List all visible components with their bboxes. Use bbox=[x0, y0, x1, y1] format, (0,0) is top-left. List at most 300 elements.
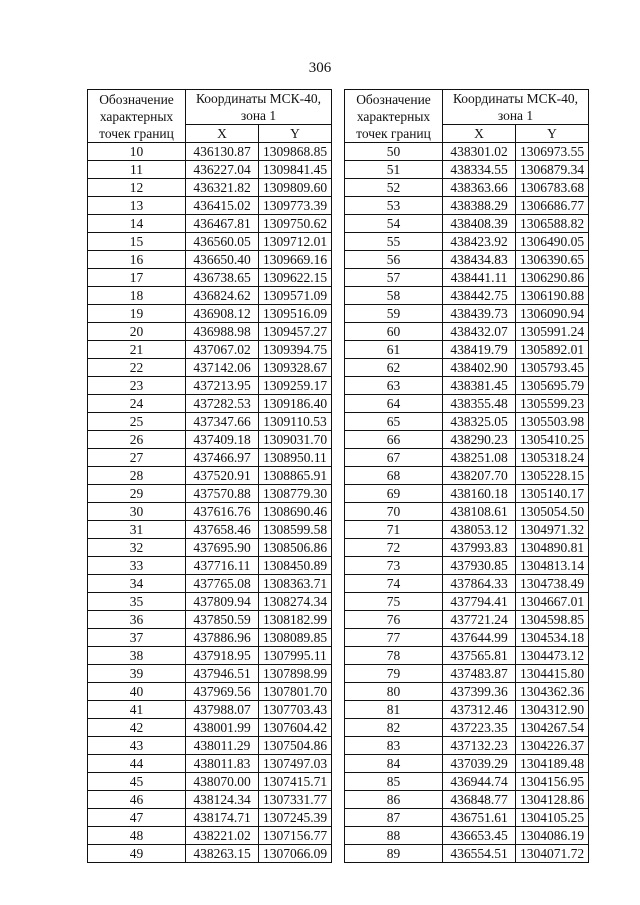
point-number-cell: 43 bbox=[88, 737, 186, 755]
point-number-cell: 82 bbox=[345, 719, 443, 737]
y-coordinate-cell: 1309773.39 bbox=[259, 197, 332, 215]
x-coordinate-cell: 437930.85 bbox=[443, 557, 516, 575]
point-number-cell: 50 bbox=[345, 143, 443, 161]
y-coordinate-cell: 1309868.85 bbox=[259, 143, 332, 161]
table-row bbox=[88, 557, 332, 575]
point-label-line-2: характерных bbox=[356, 108, 431, 124]
y-coordinate-cell: 1304738.49 bbox=[516, 575, 589, 593]
y-coordinate-cell: 1304813.14 bbox=[516, 557, 589, 575]
y-coordinate-cell: 1309186.40 bbox=[259, 395, 332, 413]
table-row bbox=[88, 233, 332, 251]
point-number-cell: 13 bbox=[88, 197, 186, 215]
point-number-cell: 31 bbox=[88, 521, 186, 539]
x-coordinate-cell: 438363.66 bbox=[443, 179, 516, 197]
point-number-cell: 61 bbox=[345, 341, 443, 359]
table-row bbox=[88, 323, 332, 341]
y-coordinate-cell: 1308599.58 bbox=[259, 521, 332, 539]
point-number-cell: 21 bbox=[88, 341, 186, 359]
y-coordinate-cell: 1305228.15 bbox=[516, 467, 589, 485]
y-coordinate-cell: 1309622.15 bbox=[259, 269, 332, 287]
point-number-cell: 64 bbox=[345, 395, 443, 413]
table-row bbox=[88, 413, 332, 431]
x-coordinate-cell: 437946.51 bbox=[186, 665, 259, 683]
point-number-cell: 56 bbox=[345, 251, 443, 269]
y-coordinate-cell: 1309328.67 bbox=[259, 359, 332, 377]
coords-title: Координаты МСК-40, bbox=[452, 91, 579, 106]
x-coordinate-cell: 437520.91 bbox=[186, 467, 259, 485]
point-number-cell: 65 bbox=[345, 413, 443, 431]
x-coordinate-cell: 438301.02 bbox=[443, 143, 516, 161]
point-number-cell: 85 bbox=[345, 773, 443, 791]
x-coordinate-cell: 437850.59 bbox=[186, 611, 259, 629]
y-coordinate-cell: 1309809.60 bbox=[259, 179, 332, 197]
y-coordinate-cell: 1308779.30 bbox=[259, 485, 332, 503]
x-coordinate-cell: 437794.41 bbox=[443, 593, 516, 611]
point-number-cell: 58 bbox=[345, 287, 443, 305]
table-row bbox=[88, 287, 332, 305]
table-row bbox=[345, 449, 589, 467]
table-row bbox=[88, 773, 332, 791]
point-number-cell: 68 bbox=[345, 467, 443, 485]
x-coordinate-cell: 438325.05 bbox=[443, 413, 516, 431]
point-number-cell: 11 bbox=[88, 161, 186, 179]
table-row bbox=[345, 557, 589, 575]
table-row bbox=[88, 827, 332, 845]
table-row bbox=[88, 845, 332, 863]
table-row bbox=[88, 269, 332, 287]
table-row bbox=[88, 485, 332, 503]
point-number-cell: 29 bbox=[88, 485, 186, 503]
y-coordinate-cell: 1304473.12 bbox=[516, 647, 589, 665]
col-x-header: X bbox=[186, 125, 259, 143]
point-label-header bbox=[88, 90, 186, 143]
table-row bbox=[88, 503, 332, 521]
table-row bbox=[88, 431, 332, 449]
x-coordinate-cell: 438124.34 bbox=[186, 791, 259, 809]
coords-title: Координаты МСК-40, bbox=[195, 91, 322, 106]
point-number-cell: 76 bbox=[345, 611, 443, 629]
y-coordinate-cell: 1304189.48 bbox=[516, 755, 589, 773]
y-coordinate-cell: 1307156.77 bbox=[259, 827, 332, 845]
y-coordinate-cell: 1304534.18 bbox=[516, 629, 589, 647]
point-number-cell: 14 bbox=[88, 215, 186, 233]
point-number-cell: 71 bbox=[345, 521, 443, 539]
y-coordinate-cell: 1304890.81 bbox=[516, 539, 589, 557]
y-coordinate-cell: 1304267.54 bbox=[516, 719, 589, 737]
point-number-cell: 18 bbox=[88, 287, 186, 305]
point-number-cell: 53 bbox=[345, 197, 443, 215]
coords-zone: зона 1 bbox=[240, 108, 277, 123]
x-coordinate-cell: 437658.46 bbox=[186, 521, 259, 539]
x-coordinate-cell: 437695.90 bbox=[186, 539, 259, 557]
y-coordinate-cell: 1305695.79 bbox=[516, 377, 589, 395]
point-number-cell: 63 bbox=[345, 377, 443, 395]
x-coordinate-cell: 437132.23 bbox=[443, 737, 516, 755]
y-coordinate-cell: 1305140.17 bbox=[516, 485, 589, 503]
table-row bbox=[88, 575, 332, 593]
x-coordinate-cell: 436653.45 bbox=[443, 827, 516, 845]
table-row bbox=[88, 611, 332, 629]
table-row bbox=[345, 683, 589, 701]
y-coordinate-cell: 1307497.03 bbox=[259, 755, 332, 773]
x-coordinate-cell: 438402.90 bbox=[443, 359, 516, 377]
y-coordinate-cell: 1308950.11 bbox=[259, 449, 332, 467]
table-row bbox=[345, 539, 589, 557]
y-coordinate-cell: 1309571.09 bbox=[259, 287, 332, 305]
x-coordinate-cell: 438432.07 bbox=[443, 323, 516, 341]
y-coordinate-cell: 1307995.11 bbox=[259, 647, 332, 665]
point-number-cell: 30 bbox=[88, 503, 186, 521]
point-number-cell: 52 bbox=[345, 179, 443, 197]
point-number-cell: 33 bbox=[88, 557, 186, 575]
table-row bbox=[88, 305, 332, 323]
point-number-cell: 24 bbox=[88, 395, 186, 413]
x-coordinate-cell: 437483.87 bbox=[443, 665, 516, 683]
table-row bbox=[88, 701, 332, 719]
table-row bbox=[88, 341, 332, 359]
table-row bbox=[88, 359, 332, 377]
y-coordinate-cell: 1307801.70 bbox=[259, 683, 332, 701]
x-coordinate-cell: 436824.62 bbox=[186, 287, 259, 305]
x-coordinate-cell: 436848.77 bbox=[443, 791, 516, 809]
table-row bbox=[88, 467, 332, 485]
table-row bbox=[88, 143, 332, 161]
x-coordinate-cell: 436944.74 bbox=[443, 773, 516, 791]
y-coordinate-cell: 1309394.75 bbox=[259, 341, 332, 359]
x-coordinate-cell: 436467.81 bbox=[186, 215, 259, 233]
point-number-cell: 34 bbox=[88, 575, 186, 593]
point-number-cell: 69 bbox=[345, 485, 443, 503]
y-coordinate-cell: 1308363.71 bbox=[259, 575, 332, 593]
y-coordinate-cell: 1306973.55 bbox=[516, 143, 589, 161]
x-coordinate-cell: 436227.04 bbox=[186, 161, 259, 179]
y-coordinate-cell: 1308690.46 bbox=[259, 503, 332, 521]
point-number-cell: 32 bbox=[88, 539, 186, 557]
y-coordinate-cell: 1304086.19 bbox=[516, 827, 589, 845]
x-coordinate-cell: 437765.08 bbox=[186, 575, 259, 593]
table-row bbox=[88, 665, 332, 683]
point-label-line-1: Обозначение bbox=[99, 91, 174, 107]
point-number-cell: 62 bbox=[345, 359, 443, 377]
table-body-right bbox=[345, 143, 589, 863]
point-number-cell: 38 bbox=[88, 647, 186, 665]
point-number-cell: 35 bbox=[88, 593, 186, 611]
x-coordinate-cell: 438001.99 bbox=[186, 719, 259, 737]
point-number-cell: 83 bbox=[345, 737, 443, 755]
point-number-cell: 46 bbox=[88, 791, 186, 809]
y-coordinate-cell: 1304598.85 bbox=[516, 611, 589, 629]
y-coordinate-cell: 1304362.36 bbox=[516, 683, 589, 701]
y-coordinate-cell: 1307504.86 bbox=[259, 737, 332, 755]
point-number-cell: 12 bbox=[88, 179, 186, 197]
x-coordinate-cell: 437347.66 bbox=[186, 413, 259, 431]
y-coordinate-cell: 1307415.71 bbox=[259, 773, 332, 791]
table-body-left bbox=[88, 143, 332, 863]
point-number-cell: 70 bbox=[345, 503, 443, 521]
x-coordinate-cell: 438221.02 bbox=[186, 827, 259, 845]
point-number-cell: 54 bbox=[345, 215, 443, 233]
x-coordinate-cell: 437312.46 bbox=[443, 701, 516, 719]
table-row bbox=[345, 845, 589, 863]
y-coordinate-cell: 1309669.16 bbox=[259, 251, 332, 269]
x-coordinate-cell: 437565.81 bbox=[443, 647, 516, 665]
y-coordinate-cell: 1305503.98 bbox=[516, 413, 589, 431]
y-coordinate-cell: 1308274.34 bbox=[259, 593, 332, 611]
x-coordinate-cell: 437570.88 bbox=[186, 485, 259, 503]
x-coordinate-cell: 438251.08 bbox=[443, 449, 516, 467]
x-coordinate-cell: 436908.12 bbox=[186, 305, 259, 323]
x-coordinate-cell: 438442.75 bbox=[443, 287, 516, 305]
x-coordinate-cell: 438263.15 bbox=[186, 845, 259, 863]
table-row bbox=[345, 233, 589, 251]
x-coordinate-cell: 436738.65 bbox=[186, 269, 259, 287]
y-coordinate-cell: 1305318.24 bbox=[516, 449, 589, 467]
point-label-line-2: характерных bbox=[99, 108, 174, 124]
y-coordinate-cell: 1309750.62 bbox=[259, 215, 332, 233]
x-coordinate-cell: 436650.40 bbox=[186, 251, 259, 269]
x-coordinate-cell: 437988.07 bbox=[186, 701, 259, 719]
coords-header bbox=[443, 90, 589, 125]
table-row bbox=[345, 737, 589, 755]
x-coordinate-cell: 437282.53 bbox=[186, 395, 259, 413]
x-coordinate-cell: 437039.29 bbox=[443, 755, 516, 773]
x-coordinate-cell: 437886.96 bbox=[186, 629, 259, 647]
x-coordinate-cell: 436415.02 bbox=[186, 197, 259, 215]
point-number-cell: 27 bbox=[88, 449, 186, 467]
x-coordinate-cell: 437809.94 bbox=[186, 593, 259, 611]
table-row bbox=[88, 737, 332, 755]
point-label-line-3: точек границ bbox=[99, 125, 174, 141]
x-coordinate-cell: 437969.56 bbox=[186, 683, 259, 701]
y-coordinate-cell: 1307245.39 bbox=[259, 809, 332, 827]
table-row bbox=[88, 521, 332, 539]
x-coordinate-cell: 438160.18 bbox=[443, 485, 516, 503]
y-coordinate-cell: 1307703.43 bbox=[259, 701, 332, 719]
point-number-cell: 28 bbox=[88, 467, 186, 485]
table-row bbox=[88, 593, 332, 611]
x-coordinate-cell: 437409.18 bbox=[186, 431, 259, 449]
y-coordinate-cell: 1307898.99 bbox=[259, 665, 332, 683]
point-number-cell: 88 bbox=[345, 827, 443, 845]
point-number-cell: 55 bbox=[345, 233, 443, 251]
point-number-cell: 59 bbox=[345, 305, 443, 323]
y-coordinate-cell: 1309841.45 bbox=[259, 161, 332, 179]
point-number-cell: 51 bbox=[345, 161, 443, 179]
table-row bbox=[345, 611, 589, 629]
x-coordinate-cell: 438388.29 bbox=[443, 197, 516, 215]
y-coordinate-cell: 1309031.70 bbox=[259, 431, 332, 449]
point-number-cell: 74 bbox=[345, 575, 443, 593]
table-row bbox=[345, 413, 589, 431]
table-row bbox=[88, 197, 332, 215]
point-number-cell: 10 bbox=[88, 143, 186, 161]
table-row bbox=[345, 485, 589, 503]
table-row bbox=[88, 449, 332, 467]
table-row bbox=[88, 251, 332, 269]
y-coordinate-cell: 1308506.86 bbox=[259, 539, 332, 557]
y-coordinate-cell: 1309712.01 bbox=[259, 233, 332, 251]
table-row bbox=[345, 323, 589, 341]
y-coordinate-cell: 1306588.82 bbox=[516, 215, 589, 233]
point-number-cell: 41 bbox=[88, 701, 186, 719]
point-number-cell: 16 bbox=[88, 251, 186, 269]
x-coordinate-cell: 438053.12 bbox=[443, 521, 516, 539]
coordinates-table-right bbox=[344, 89, 589, 863]
coords-zone: зона 1 bbox=[497, 108, 534, 123]
y-coordinate-cell: 1306290.86 bbox=[516, 269, 589, 287]
table-row bbox=[88, 395, 332, 413]
table-row bbox=[88, 719, 332, 737]
x-coordinate-cell: 438334.55 bbox=[443, 161, 516, 179]
x-coordinate-cell: 436751.61 bbox=[443, 809, 516, 827]
table-row bbox=[88, 647, 332, 665]
table-row bbox=[88, 215, 332, 233]
point-number-cell: 81 bbox=[345, 701, 443, 719]
x-coordinate-cell: 436988.98 bbox=[186, 323, 259, 341]
y-coordinate-cell: 1305892.01 bbox=[516, 341, 589, 359]
table-row bbox=[345, 359, 589, 377]
x-coordinate-cell: 437213.95 bbox=[186, 377, 259, 395]
x-coordinate-cell: 437616.76 bbox=[186, 503, 259, 521]
table-row bbox=[345, 179, 589, 197]
table-row bbox=[345, 269, 589, 287]
table-row bbox=[88, 683, 332, 701]
point-number-cell: 78 bbox=[345, 647, 443, 665]
y-coordinate-cell: 1307066.09 bbox=[259, 845, 332, 863]
y-coordinate-cell: 1304105.25 bbox=[516, 809, 589, 827]
x-coordinate-cell: 438070.00 bbox=[186, 773, 259, 791]
table-row bbox=[345, 377, 589, 395]
y-coordinate-cell: 1309259.17 bbox=[259, 377, 332, 395]
y-coordinate-cell: 1309457.27 bbox=[259, 323, 332, 341]
point-label-line-1: Обозначение bbox=[356, 91, 431, 107]
y-coordinate-cell: 1306090.94 bbox=[516, 305, 589, 323]
y-coordinate-cell: 1304971.32 bbox=[516, 521, 589, 539]
point-number-cell: 80 bbox=[345, 683, 443, 701]
point-number-cell: 36 bbox=[88, 611, 186, 629]
point-number-cell: 39 bbox=[88, 665, 186, 683]
point-number-cell: 72 bbox=[345, 539, 443, 557]
y-coordinate-cell: 1306390.65 bbox=[516, 251, 589, 269]
y-coordinate-cell: 1307604.42 bbox=[259, 719, 332, 737]
coordinates-table-left bbox=[87, 89, 332, 863]
y-coordinate-cell: 1305410.25 bbox=[516, 431, 589, 449]
x-coordinate-cell: 437918.95 bbox=[186, 647, 259, 665]
table-row bbox=[345, 629, 589, 647]
table-row bbox=[345, 215, 589, 233]
x-coordinate-cell: 437644.99 bbox=[443, 629, 516, 647]
point-number-cell: 87 bbox=[345, 809, 443, 827]
x-coordinate-cell: 437142.06 bbox=[186, 359, 259, 377]
x-coordinate-cell: 437993.83 bbox=[443, 539, 516, 557]
y-coordinate-cell: 1305793.45 bbox=[516, 359, 589, 377]
table-row bbox=[345, 809, 589, 827]
point-number-cell: 44 bbox=[88, 755, 186, 773]
point-number-cell: 89 bbox=[345, 845, 443, 863]
x-coordinate-cell: 436130.87 bbox=[186, 143, 259, 161]
point-number-cell: 25 bbox=[88, 413, 186, 431]
x-coordinate-cell: 436554.51 bbox=[443, 845, 516, 863]
x-coordinate-cell: 438423.92 bbox=[443, 233, 516, 251]
y-coordinate-cell: 1305599.23 bbox=[516, 395, 589, 413]
x-coordinate-cell: 438408.39 bbox=[443, 215, 516, 233]
point-number-cell: 49 bbox=[88, 845, 186, 863]
y-coordinate-cell: 1304312.90 bbox=[516, 701, 589, 719]
point-number-cell: 15 bbox=[88, 233, 186, 251]
table-row bbox=[345, 197, 589, 215]
table-row bbox=[88, 377, 332, 395]
y-coordinate-cell: 1304415.80 bbox=[516, 665, 589, 683]
x-coordinate-cell: 438174.71 bbox=[186, 809, 259, 827]
point-number-cell: 57 bbox=[345, 269, 443, 287]
y-coordinate-cell: 1308450.89 bbox=[259, 557, 332, 575]
col-y-header: Y bbox=[516, 125, 589, 143]
x-coordinate-cell: 437067.02 bbox=[186, 341, 259, 359]
point-number-cell: 23 bbox=[88, 377, 186, 395]
table-row bbox=[345, 341, 589, 359]
table-row bbox=[345, 305, 589, 323]
table-row bbox=[345, 755, 589, 773]
point-number-cell: 22 bbox=[88, 359, 186, 377]
table-row bbox=[345, 593, 589, 611]
x-coordinate-cell: 438439.73 bbox=[443, 305, 516, 323]
x-coordinate-cell: 438381.45 bbox=[443, 377, 516, 395]
table-row bbox=[88, 791, 332, 809]
x-coordinate-cell: 437716.11 bbox=[186, 557, 259, 575]
point-number-cell: 48 bbox=[88, 827, 186, 845]
y-coordinate-cell: 1309110.53 bbox=[259, 413, 332, 431]
x-coordinate-cell: 437864.33 bbox=[443, 575, 516, 593]
y-coordinate-cell: 1306190.88 bbox=[516, 287, 589, 305]
y-coordinate-cell: 1304667.01 bbox=[516, 593, 589, 611]
table-row bbox=[345, 701, 589, 719]
table-row bbox=[88, 809, 332, 827]
y-coordinate-cell: 1304156.95 bbox=[516, 773, 589, 791]
point-number-cell: 45 bbox=[88, 773, 186, 791]
y-coordinate-cell: 1304226.37 bbox=[516, 737, 589, 755]
point-number-cell: 26 bbox=[88, 431, 186, 449]
x-coordinate-cell: 438290.23 bbox=[443, 431, 516, 449]
point-number-cell: 67 bbox=[345, 449, 443, 467]
point-number-cell: 75 bbox=[345, 593, 443, 611]
point-label-line-3: точек границ bbox=[356, 125, 431, 141]
point-number-cell: 17 bbox=[88, 269, 186, 287]
y-coordinate-cell: 1309516.09 bbox=[259, 305, 332, 323]
table-row bbox=[345, 521, 589, 539]
x-coordinate-cell: 438419.79 bbox=[443, 341, 516, 359]
table-row bbox=[345, 287, 589, 305]
page-number: 306 bbox=[308, 60, 332, 76]
x-coordinate-cell: 438355.48 bbox=[443, 395, 516, 413]
table-row bbox=[345, 161, 589, 179]
table-row bbox=[88, 179, 332, 197]
point-number-cell: 86 bbox=[345, 791, 443, 809]
x-coordinate-cell: 437721.24 bbox=[443, 611, 516, 629]
x-coordinate-cell: 438434.83 bbox=[443, 251, 516, 269]
table-row bbox=[345, 665, 589, 683]
col-x-header: X bbox=[443, 125, 516, 143]
point-number-cell: 42 bbox=[88, 719, 186, 737]
table-row bbox=[345, 827, 589, 845]
y-coordinate-cell: 1306879.34 bbox=[516, 161, 589, 179]
point-number-cell: 84 bbox=[345, 755, 443, 773]
table-row bbox=[345, 143, 589, 161]
y-coordinate-cell: 1308865.91 bbox=[259, 467, 332, 485]
x-coordinate-cell: 436321.82 bbox=[186, 179, 259, 197]
y-coordinate-cell: 1304071.72 bbox=[516, 845, 589, 863]
y-coordinate-cell: 1308182.99 bbox=[259, 611, 332, 629]
x-coordinate-cell: 438207.70 bbox=[443, 467, 516, 485]
